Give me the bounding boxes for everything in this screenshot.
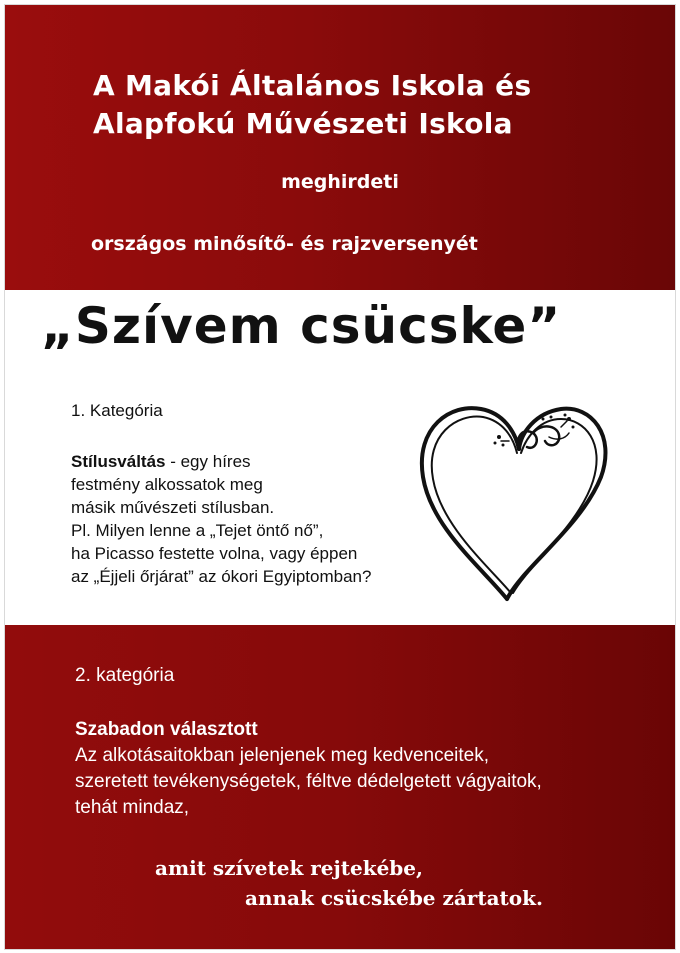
category1-name: Stílusváltás [71, 452, 166, 471]
category1-line: festmény alkossatok meg [71, 475, 263, 494]
category1-line: ha Picasso festette volna, vagy éppen [71, 544, 358, 563]
category2-description [75, 717, 655, 821]
heart-drawing-icon [411, 397, 621, 607]
closing-text [155, 853, 635, 913]
category2-line: tehát mindaz, [75, 797, 190, 818]
category1-line: Pl. Milyen lenne a „Tejet öntő nő”, [71, 521, 324, 540]
category2-name: Szabadon választott [75, 719, 258, 740]
category1-line1-rest: - egy híres [165, 452, 251, 471]
closing-line1: amit szívetek rejtekébe, [155, 856, 423, 880]
poster-title: „Szívem csücske” [41, 297, 562, 355]
category2-line: szeretett tevékenységetek, féltve dédelgetett vágyaitok, [75, 771, 542, 792]
closing-line2: annak csücskébe zártatok. [245, 886, 543, 910]
school-name-line2: Alapfokú Művészeti Iskola [93, 107, 513, 140]
category1-description [71, 450, 451, 588]
competition-text: országos minősítő- és rajzversenyét [91, 233, 478, 255]
poster [4, 4, 676, 950]
category1-heading: 1. Kategória [71, 401, 163, 420]
category1-line: az „Éjjeli őrjárat” az ókori Egyiptomban? [71, 567, 372, 586]
category1-line: másik művészeti stílusban. [71, 498, 275, 517]
school-name [93, 67, 653, 143]
category2-line: Az alkotásaitokban jelenjenek meg kedvenceitek, [75, 745, 490, 766]
category2-heading: 2. kategória [75, 665, 175, 686]
school-name-line1: A Makói Általános Iskola és [93, 69, 532, 102]
announces-text: meghirdeti [281, 171, 399, 193]
